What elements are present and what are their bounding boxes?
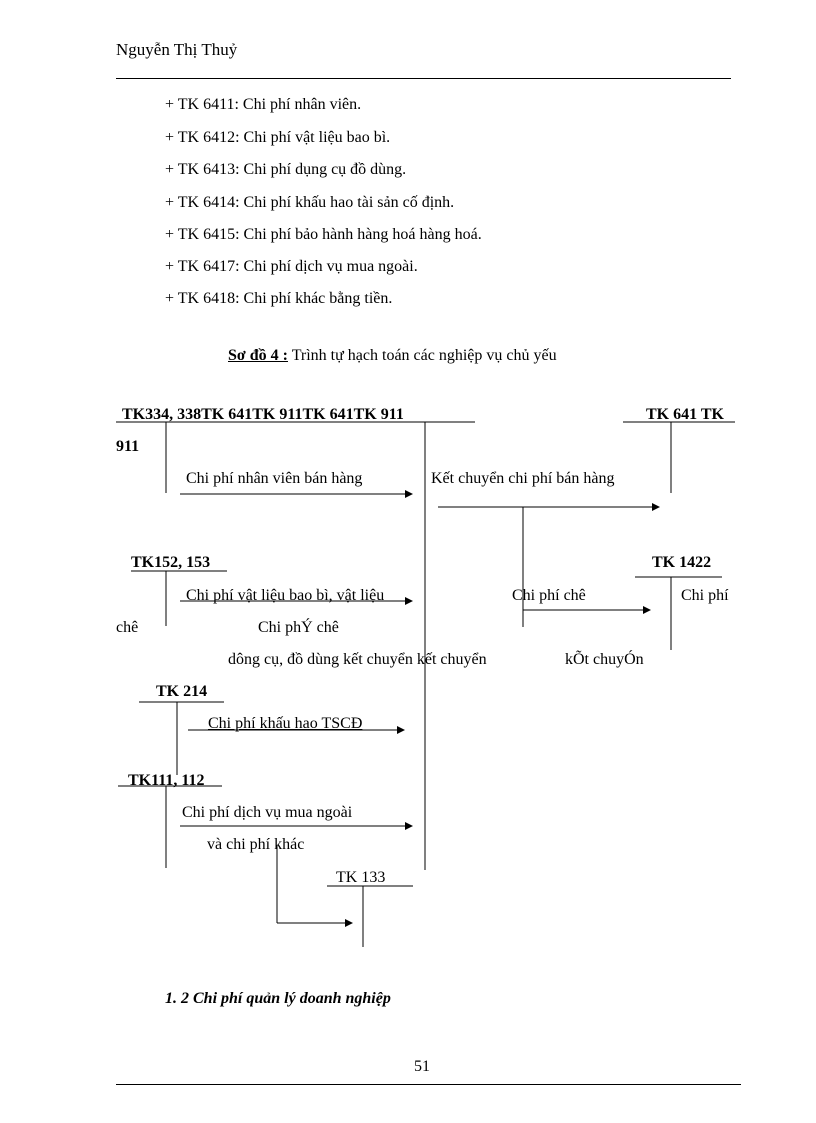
account-label-tk152: TK152, 153	[131, 554, 211, 571]
label-chi-phi-che: Chi phí chê	[512, 587, 586, 604]
label-dong-cu: dông cụ, đồ dùng kết chuyển kết chuyển	[228, 651, 487, 668]
account-code: + TK 6414:	[165, 194, 240, 211]
label-khau-hao: Chi phí khấu hao TSCĐ	[208, 715, 363, 732]
account-desc: Chi phí khác bằng tiền.	[243, 290, 393, 307]
account-label-top-row: TK334, 338TK 641TK 911TK 641TK 911	[122, 406, 404, 423]
account-desc: Chi phí nhân viên.	[242, 96, 362, 113]
section-heading: 1. 2 Chi phí quản lý doanh nghiệp	[165, 990, 391, 1007]
account-desc: Chi phí bảo hành hàng hoá hàng hoá.	[243, 226, 482, 243]
account-label-tk111: TK111, 112	[128, 772, 205, 789]
account-desc: Chi phí dịch vụ mua ngoài.	[243, 258, 418, 275]
label-che-left: chê	[116, 619, 139, 636]
account-label-tk133: TK 133	[336, 869, 386, 886]
label-nhan-vien: Chi phí nhân viên bán hàng	[186, 470, 363, 487]
account-label-tk1422: TK 1422	[652, 554, 712, 571]
account-label-tk214: TK 214	[156, 683, 208, 700]
page-header-author: Nguyễn Thị Thuỷ	[116, 40, 238, 59]
label-kot-chuyon: kÕt chuyÓn	[565, 651, 644, 668]
account-code: + TK 6415:	[165, 226, 240, 243]
account-desc: Chi phí dụng cụ đồ dùng.	[243, 161, 407, 178]
footer-rule	[116, 1084, 741, 1085]
account-label-top-wrap: 911	[116, 438, 140, 455]
account-desc: Chi phí khấu hao tài sản cố định.	[243, 194, 455, 211]
account-code: + TK 6412:	[165, 129, 240, 146]
diagram-title-text: Trình tự hạch toán các nghiệp vụ chủ yếu	[287, 347, 557, 364]
label-chi-phy-che: Chi phÝ chê	[258, 619, 339, 636]
account-desc: Chi phí vật liệu bao bì.	[243, 129, 391, 146]
account-code: + TK 6417:	[165, 258, 240, 275]
label-chi-phi-right: Chi phí	[681, 587, 729, 604]
label-chi-phi-khac: và chi phí khác	[207, 836, 305, 853]
label-vat-lieu: Chi phí vật liệu bao bì, vật liệu	[186, 587, 385, 604]
page-number: 51	[414, 1058, 430, 1075]
account-code: + TK 6418:	[165, 290, 240, 307]
label-dich-vu: Chi phí dịch vụ mua ngoài	[182, 804, 353, 821]
header-rule	[116, 78, 731, 79]
account-label-top-right: TK 641 TK	[646, 406, 724, 423]
diagram-label: Sơ đồ 4 :	[228, 347, 288, 364]
account-code: + TK 6413:	[165, 161, 240, 178]
label-ket-chuyen: Kết chuyển chi phí bán hàng	[431, 470, 615, 487]
account-code: + TK 6411:	[165, 96, 239, 113]
